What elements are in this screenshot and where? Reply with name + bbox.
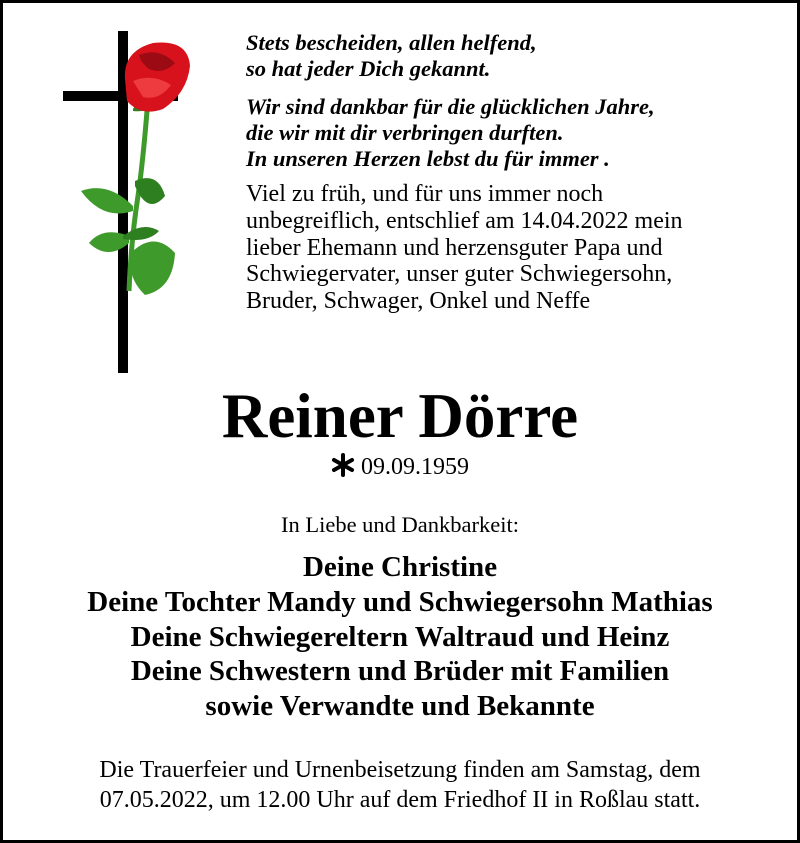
birth-date: 09.09.1959 xyxy=(361,454,469,480)
mourner-line: Deine Tochter Mandy und Schwiegersohn Mathias xyxy=(87,585,713,618)
rose-icon xyxy=(81,42,190,295)
mourner-line: sowie Verwandte und Bekannte xyxy=(205,690,595,723)
mourners-list xyxy=(3,550,797,724)
verses-block xyxy=(246,30,791,315)
birth-line xyxy=(3,452,797,482)
star-icon xyxy=(331,453,355,477)
verse: Stets bescheiden, allen helfend, so hat jeder Dich gekannt. xyxy=(246,30,537,81)
mourner-line: Deine Schwestern und Brüder mit Familien xyxy=(130,655,670,688)
funeral-info: Die Trauerfeier und Urnenbeisetzung finden am Samstag, dem 07.05.2022, um 12.00 Uhr auf dem Friedhof II in Roßlau statt. xyxy=(99,757,701,813)
deceased-name: Reiner Dörre xyxy=(221,381,579,451)
cross-with-rose-illustration xyxy=(63,21,213,381)
mourner-line: Deine Christine xyxy=(302,551,498,583)
intro-text: Viel zu früh, und für uns immer noch unbegreiflich, entschlief am 14.04.2022 mein lieber Ehemann und herzensguter Papa und Schwiegervater, unser guter Schwiegersohn, Bruder, Schwager, Onkel und Neffe xyxy=(246,181,683,315)
mourner-line: Deine Schwiegereltern Waltraud und Heinz xyxy=(130,620,670,653)
closing-line: In Liebe und Dankbarkeit: xyxy=(280,512,520,537)
verse: Wir sind dankbar für die glücklichen Jahre, die wir mit dir verbringen durften. In unseren Herzen lebst du für immer . xyxy=(246,94,655,171)
